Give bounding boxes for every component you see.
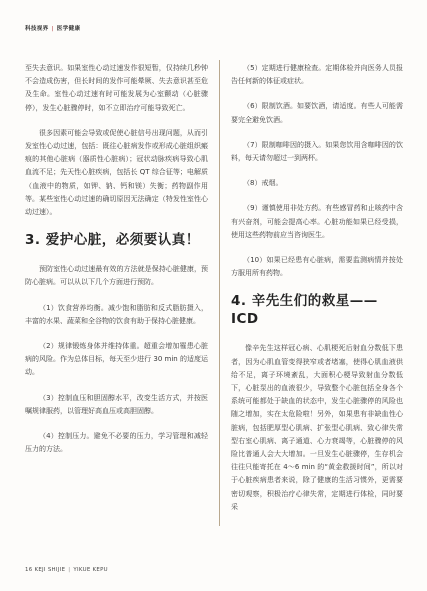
prevention-item-6: （6）限制饮酒。如要饮酒，请适度。有些人可能需要完全避免饮酒。 [231, 102, 403, 124]
journal-section: 医学健康 [56, 26, 81, 32]
prevention-item-7: （7）限制咖啡因的摄入。如果您饮用含咖啡因的饮料，每天请勿超过一到两杯。 [231, 140, 403, 163]
page-footer [25, 567, 108, 573]
running-header [25, 24, 80, 32]
paragraph-continued: 至失去意识。如果室性心动过速发作很短暂，仅持续几秒钟不会造成伤害，但长时间的发作可能晕厥、失去意识甚至危及生命。室性心动过速有时可能发展为心室颤动（心脏骤停），发生心脏骤停时，如不立即治疗可能导致死亡。 [25, 64, 208, 112]
journal-category: 科技视界 [25, 26, 49, 32]
footer-column: YIKUE KEPU [73, 567, 108, 573]
prevention-item-3: （3）控制血压和胆固醇水平，改变生活方式，并按医嘱规律服药，以管理好高血压或高胆固醇。 [25, 393, 208, 415]
footer-separator: | [68, 567, 71, 573]
prevention-item-2: （2）规律锻炼身体并维持体重。超重会增加罹患心脏病的风险。作为总体目标，每天至少进行 30 min 的适度运动。 [25, 342, 208, 377]
footer-journal: KEJI SHIJIE [34, 567, 66, 573]
page-number: 16 [25, 567, 33, 573]
header-separator: | [51, 26, 54, 32]
prevention-item-4: （4）控制压力。避免不必要的压力，学习管理和减轻压力的方法。 [25, 432, 208, 454]
right-column [231, 62, 403, 526]
paragraph-icd: 像辛先生这样冠心病、心肌梗死后射血分数低下患者，因为心肌血管变得狭窄或者堵塞，使得心肌血液供给不足，离子环境紊乱，大面积心梗导致射血分数低下，心脏泵出的血液很少，导致整个心脏包括全身各个系统可能都处于缺血的状态中，发生心脏骤停的风险也随之增加，实在太危险啦！另外，如果患有非缺血性心脏病，包括肥厚型心肌病、扩张型心肌病、致心律失常型右室心肌病、离子通道、心力衰竭等，心脏骤停的风险比普通人会大大增加。一旦发生心脏骤停，生存机会往往只能寄托在 4～6 min 的“黄金救援时间”，所以对于心脏疾病患者来说，除了健康的生活习惯外，更需要密切观察，积极治疗心律失常，定期进行体检，同时要采 [231, 344, 403, 511]
prevention-item-1: （1）饮食营养均衡。减少饱和脂肪和反式脂肪摄入，丰富的水果、蔬菜和全谷物的饮食有助于保持心脏健康。 [25, 303, 208, 325]
prevention-item-5: （5）定期进行健康检查。定期体检并向医务人员报告任何新的体征或症状。 [231, 64, 403, 86]
paragraph-causes: 很多因素可能会导致或促使心脏信号出现问题，从而引发室性心动过速，包括：既往心脏病发作或形成心脏组织瘢痕的其他心脏病（器质性心脏病）；冠状动脉疾病导致心肌血流不足；先天性心脏疾病，包括长 QT 综合征等；电解质（血液中的物质，如钾、钠、钙和镁）失衡；药物副作用等。某些室性心动过速的确切原因无法确定（特发性室性心动过速）。 [25, 128, 208, 217]
paragraph-prevention: 预防室性心动过速最有效的方法就是保持心脏健康，预防心脏病。可以从以下几个方面进行预防。 [25, 265, 208, 287]
prevention-item-10: （10）如果已经患有心脏病，需要监测病情并按处方服用所有药物。 [231, 256, 403, 278]
left-column [25, 62, 208, 468]
column-divider [219, 60, 220, 526]
prevention-item-9: （9）谨慎使用非处方药。有些感冒药和止咳药中含有兴奋剂，可能会提高心率。心脏功能如果已经受损，使用这些药物前应当咨询医生。 [231, 204, 403, 239]
section-heading-4: 4. 辛先生们的救星——ICD [231, 293, 378, 328]
section-heading-3: 3. 爱护心脏，必须要认真！ [25, 232, 200, 249]
prevention-item-8: （8）戒烟。 [243, 179, 283, 188]
